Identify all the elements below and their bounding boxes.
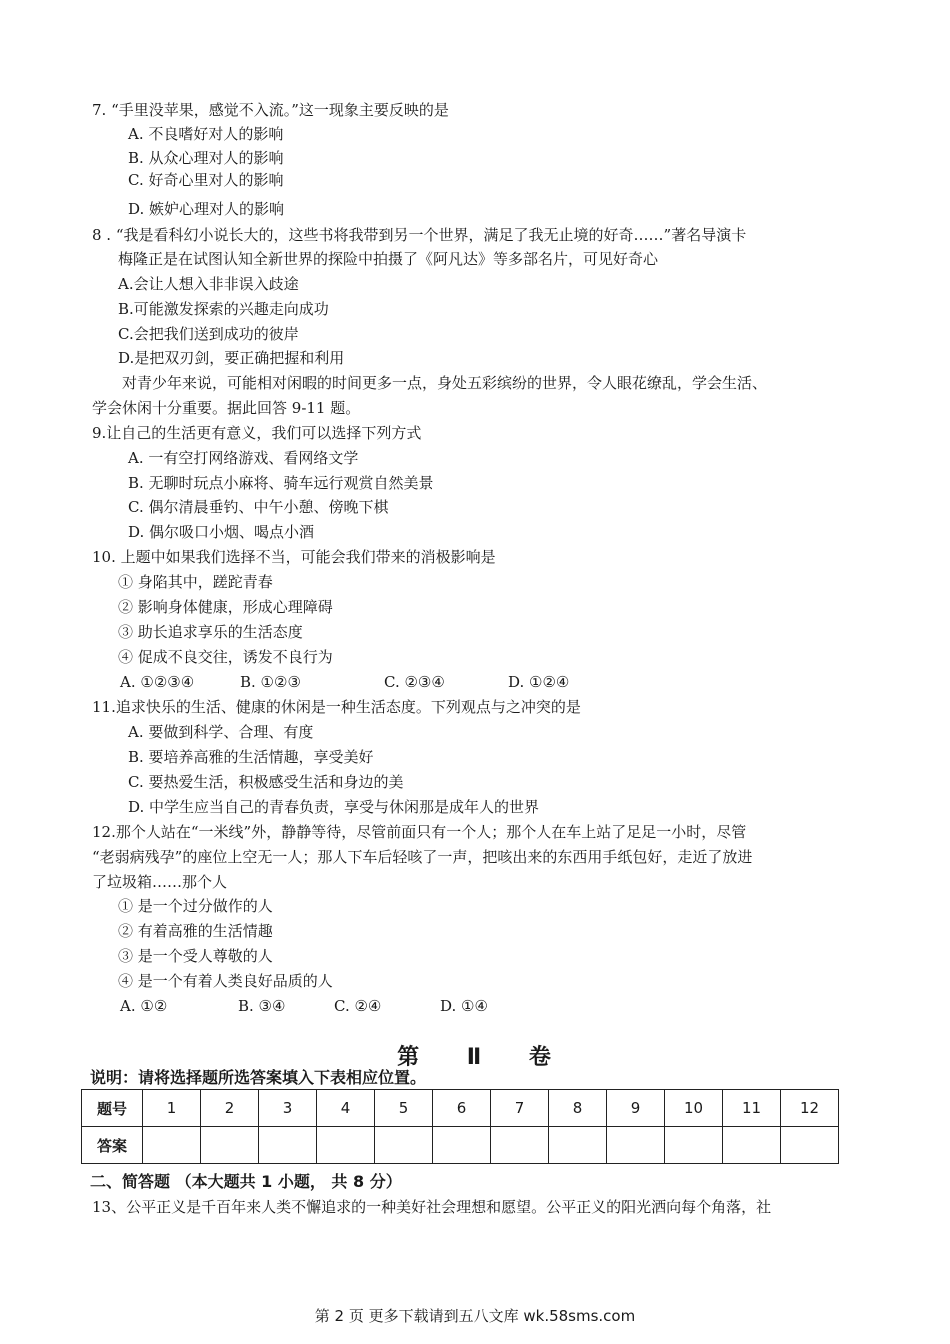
- answer-cell[interactable]: [549, 1127, 607, 1164]
- q8-option-d: D.是把双刃剑，要正确把握和利用: [118, 349, 345, 367]
- answer-cell[interactable]: [259, 1127, 317, 1164]
- answer-instruction: 说明：请将选择题所选答案填入下表相应位置。: [90, 1068, 427, 1087]
- q9-stem: 9.让自己的生活更有意义，我们可以选择下列方式: [92, 424, 422, 442]
- q9-option-c: C. 偶尔清晨垂钓、中午小憩、傍晚下棋: [128, 498, 389, 516]
- q7-stem: 7. “手里没苹果，感觉不入流。”这一现象主要反映的是: [92, 101, 449, 119]
- answer-cell[interactable]: [375, 1127, 433, 1164]
- answer-table-number-row: [82, 1090, 839, 1127]
- question-number-cell: 11: [723, 1090, 781, 1127]
- section-2-title: [0, 1040, 950, 1071]
- q7-option-a: A. 不良嗜好对人的影响: [128, 125, 284, 143]
- answer-cell[interactable]: [201, 1127, 259, 1164]
- question-number-cell: 8: [549, 1090, 607, 1127]
- q11-option-a: A. 要做到科学、合理、有度: [128, 723, 314, 741]
- question-number-cell: 9: [607, 1090, 665, 1127]
- q12-choice-c: C. ②④: [334, 997, 382, 1015]
- question-number-cell: 12: [781, 1090, 839, 1127]
- q9-option-b: B. 无聊时玩点小麻将、骑车远行观赏自然美景: [128, 474, 434, 492]
- page-footer: 第 2 页 更多下载请到五八文库 wk.58sms.com: [314, 1307, 636, 1325]
- answer-cell[interactable]: [491, 1127, 549, 1164]
- question-number-cell: 1: [143, 1090, 201, 1127]
- q8-stem-line1: 8 . “我是看科幻小说长大的，这些书将我带到另一个世界，满足了我无止境的好奇……”著名导演卡: [92, 226, 747, 244]
- q10-item-1: ① 身陷其中，蹉跎青春: [118, 573, 273, 591]
- q10-item-2: ② 影响身体健康，形成心理障碍: [118, 598, 333, 616]
- answer-cell[interactable]: [665, 1127, 723, 1164]
- answer-cell[interactable]: [607, 1127, 665, 1164]
- number-header-cell: 题号: [82, 1090, 143, 1127]
- q12-choice-d: D. ①④: [440, 997, 488, 1015]
- q10-stem: 10. 上题中如果我们选择不当，可能会我们带来的消极影响是: [92, 548, 496, 566]
- answer-cell[interactable]: [781, 1127, 839, 1164]
- q11-option-c: C. 要热爱生活，积极感受生活和身边的美: [128, 773, 404, 791]
- question-number-cell: 10: [665, 1090, 723, 1127]
- q12-item-2: ② 有着高雅的生活情趣: [118, 922, 273, 940]
- question-number-cell: 5: [375, 1090, 433, 1127]
- section-title-char-3: 卷: [528, 1045, 553, 1070]
- q8-option-b: B.可能激发探索的兴趣走向成功: [118, 300, 329, 318]
- part2-heading: 二、简答题 （本大题共 1 小题， 共 8 分）: [90, 1172, 402, 1191]
- q12-item-4: ④ 是一个有着人类良好品质的人: [118, 972, 333, 990]
- answer-header-cell: 答案: [82, 1127, 143, 1164]
- intro-line1: 对青少年来说，可能相对闲暇的时间更多一点，身处五彩缤纷的世界，令人眼花缭乱，学会生活、: [122, 374, 768, 392]
- q12-item-1: ① 是一个过分做作的人: [118, 897, 273, 915]
- q10-item-4: ④ 促成不良交往，诱发不良行为: [118, 648, 333, 666]
- section-title-char-2: Ⅱ: [466, 1045, 484, 1070]
- q10-choice-b: B. ①②③: [240, 673, 301, 691]
- q10-choice-d: D. ①②④: [508, 673, 570, 691]
- q12-stem-line2: “老弱病残孕”的座位上空无一人；那人下车后轻咳了一声，把咳出来的东西用手纸包好，走近了放进: [92, 848, 753, 866]
- answer-cell[interactable]: [433, 1127, 491, 1164]
- q13-line: 13、公平正义是千百年来人类不懈追求的一种美好社会理想和愿望。公平正义的阳光洒向每个角落，社: [92, 1198, 772, 1216]
- question-number-cell: 3: [259, 1090, 317, 1127]
- q12-item-3: ③ 是一个受人尊敬的人: [118, 947, 273, 965]
- question-number-cell: 2: [201, 1090, 259, 1127]
- q9-option-d: D. 偶尔吸口小烟、喝点小酒: [128, 523, 315, 541]
- section-title-char-1: 第: [397, 1045, 422, 1070]
- q9-option-a: A. 一有空打网络游戏、看网络文学: [128, 449, 359, 467]
- answer-cell[interactable]: [143, 1127, 201, 1164]
- q11-stem: 11.追求快乐的生活、健康的休闲是一种生活态度。下列观点与之冲突的是: [92, 698, 581, 716]
- q8-option-c: C.会把我们送到成功的彼岸: [118, 325, 299, 343]
- q8-option-a: A.会让人想入非非误入歧途: [118, 275, 299, 293]
- answer-table: [81, 1089, 839, 1164]
- q11-option-d: D. 中学生应当自己的青春负责，享受与休闲那是成年人的世界: [128, 798, 540, 816]
- answer-table-answer-row: [82, 1127, 839, 1164]
- question-number-cell: 6: [433, 1090, 491, 1127]
- q12-choice-a: A. ①②: [120, 997, 168, 1015]
- q8-stem-line2: 梅隆正是在试图认知全新世界的探险中拍摄了《阿凡达》等多部名片，可见好奇心: [118, 250, 659, 268]
- question-number-cell: 7: [491, 1090, 549, 1127]
- question-number-cell: 4: [317, 1090, 375, 1127]
- q10-choice-a: A. ①②③④: [120, 673, 195, 691]
- intro-line2: 学会休闲十分重要。据此回答 9-11 题。: [92, 399, 361, 417]
- answer-cell[interactable]: [723, 1127, 781, 1164]
- q10-item-3: ③ 助长追求享乐的生活态度: [118, 623, 303, 641]
- q11-option-b: B. 要培养高雅的生活情趣，享受美好: [128, 748, 374, 766]
- q7-option-d: D. 嫉妒心理对人的影响: [128, 200, 285, 218]
- q12-stem-line3: 了垃圾箱……那个人: [92, 873, 228, 891]
- q7-option-b: B. 从众心理对人的影响: [128, 149, 284, 167]
- q12-choice-b: B. ③④: [238, 997, 286, 1015]
- q7-option-c: C. 好奇心里对人的影响: [128, 171, 284, 189]
- answer-cell[interactable]: [317, 1127, 375, 1164]
- q10-choice-c: C. ②③④: [384, 673, 445, 691]
- q12-stem-line1: 12.那个人站在“一米线”外，静静等待，尽管前面只有一个人；那个人在车上站了足足一小时，尽管: [92, 823, 747, 841]
